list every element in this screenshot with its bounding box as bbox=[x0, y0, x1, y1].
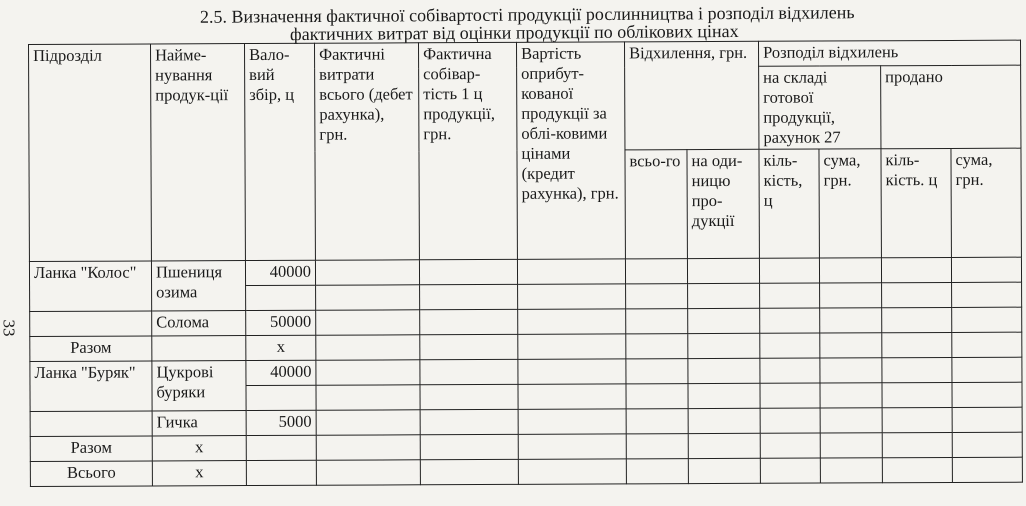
table-cell bbox=[952, 357, 1022, 382]
table-cell bbox=[316, 410, 420, 435]
table-cell bbox=[626, 284, 688, 309]
table-cell bbox=[420, 434, 518, 459]
table-cell bbox=[518, 434, 626, 459]
row-product: x bbox=[152, 436, 246, 461]
table-cell bbox=[518, 459, 626, 484]
table-cell bbox=[760, 308, 820, 333]
table-cell bbox=[517, 259, 625, 284]
header-dev-total: всьо-го bbox=[625, 150, 687, 259]
table-row bbox=[30, 457, 1022, 486]
table-cell bbox=[688, 283, 760, 308]
table-cell bbox=[246, 385, 316, 410]
table-cell bbox=[420, 384, 518, 409]
table-title-line-1: 2.5. Визначення фактичної собівартості продукції рослинництва і розподіл відхилень bbox=[199, 2, 855, 27]
table-cell bbox=[316, 460, 420, 485]
header-wh-sum: сума, грн. bbox=[819, 149, 881, 258]
header-subdivision: Підрозділ bbox=[29, 44, 152, 262]
row-yield: 50000 bbox=[246, 310, 316, 335]
table-cell bbox=[315, 260, 419, 285]
row-product: Гичка bbox=[152, 411, 246, 436]
table-cell bbox=[688, 433, 760, 458]
row-product: x bbox=[152, 461, 246, 486]
table-cell bbox=[626, 459, 688, 484]
table-cell bbox=[626, 434, 688, 459]
row-unit: Ланка "Колос" bbox=[29, 261, 151, 312]
table-cell bbox=[760, 283, 820, 308]
table-cell bbox=[688, 383, 760, 408]
header-sold: продано bbox=[881, 65, 1021, 149]
table-cell bbox=[316, 285, 420, 310]
table-cell bbox=[820, 358, 882, 383]
table-cell bbox=[882, 432, 952, 457]
table-cell bbox=[882, 457, 952, 482]
table-cell bbox=[420, 409, 518, 434]
row-unit: Разом bbox=[30, 436, 152, 462]
table-cell bbox=[882, 282, 952, 307]
table-cell bbox=[518, 409, 626, 434]
table-cell bbox=[316, 360, 420, 385]
table-cell bbox=[952, 407, 1022, 432]
row-product: Пшениця озима bbox=[151, 261, 245, 311]
table-cell bbox=[760, 333, 820, 358]
header-gross-yield: Вало-вий збір, ц bbox=[245, 43, 316, 260]
table-cell bbox=[952, 282, 1022, 307]
table-cell bbox=[518, 359, 626, 384]
table-cell bbox=[820, 433, 882, 458]
table-cell bbox=[420, 334, 518, 359]
table-cell bbox=[882, 357, 952, 382]
table-cell bbox=[951, 257, 1021, 282]
table-cell bbox=[760, 458, 820, 483]
table-cell bbox=[760, 358, 820, 383]
row-product: Солома bbox=[152, 311, 246, 336]
table-cell bbox=[882, 382, 952, 407]
table-title-line-2: фактичних витрат від оцінки продукції по облікових цінах bbox=[289, 20, 739, 45]
table-cell bbox=[626, 334, 688, 359]
header-sold-quantity: кіль-кість. ц bbox=[881, 148, 951, 257]
table-cell bbox=[952, 332, 1022, 357]
row-unit: Ланка "Буряк" bbox=[30, 361, 152, 412]
table-cell bbox=[760, 383, 820, 408]
table-cell bbox=[420, 309, 518, 334]
page-number: 33 bbox=[0, 319, 19, 337]
table-cell bbox=[882, 307, 952, 332]
table-cell bbox=[626, 359, 688, 384]
table-cell bbox=[419, 259, 517, 284]
table-cell bbox=[820, 458, 882, 483]
table-cell bbox=[316, 335, 420, 360]
row-yield bbox=[246, 435, 316, 460]
row-yield: 40000 bbox=[246, 360, 316, 385]
table-cell bbox=[626, 309, 688, 334]
header-in-warehouse: на складі готової продукції, рахунок 27 bbox=[759, 66, 881, 150]
table-cell bbox=[759, 258, 819, 283]
table-cell bbox=[820, 408, 882, 433]
table-cell bbox=[688, 408, 760, 433]
table-cell bbox=[819, 258, 881, 283]
header-dev-per-unit: на оди-ницю про-дукції bbox=[687, 149, 759, 258]
table-cell bbox=[820, 333, 882, 358]
header-deviations: Відхилення, грн. bbox=[624, 41, 758, 150]
cost-distribution-table bbox=[28, 40, 1023, 487]
table-cell bbox=[625, 259, 687, 284]
table-cell bbox=[316, 310, 420, 335]
table-cell bbox=[626, 409, 688, 434]
table-cell bbox=[688, 458, 760, 483]
table-cell bbox=[420, 284, 518, 309]
table-cell bbox=[626, 384, 688, 409]
table-cell bbox=[420, 359, 518, 384]
row-unit bbox=[30, 311, 152, 337]
table-cell bbox=[820, 308, 882, 333]
header-sold-sum: сума, грн. bbox=[951, 148, 1021, 257]
table-cell bbox=[246, 285, 316, 310]
table-cell bbox=[688, 308, 760, 333]
row-product bbox=[152, 336, 246, 361]
table-cell bbox=[518, 384, 626, 409]
table-cell bbox=[518, 309, 626, 334]
table-cell bbox=[518, 334, 626, 359]
row-product: Цукрові буряки bbox=[152, 361, 246, 411]
header-deviation-distribution: Розподіл відхилень bbox=[758, 40, 1020, 66]
table-cell bbox=[316, 435, 420, 460]
row-unit: Разом bbox=[30, 336, 152, 362]
table-cell bbox=[820, 283, 882, 308]
table-cell bbox=[688, 333, 760, 358]
row-yield: x bbox=[246, 335, 316, 360]
table-cell bbox=[687, 258, 759, 283]
row-yield bbox=[246, 460, 316, 485]
table-cell bbox=[420, 459, 518, 484]
row-unit bbox=[30, 411, 152, 437]
table-cell bbox=[952, 432, 1022, 457]
table-cell bbox=[518, 284, 626, 309]
table-cell bbox=[952, 382, 1022, 407]
table-cell bbox=[882, 407, 952, 432]
table-cell bbox=[882, 332, 952, 357]
table-cell bbox=[760, 433, 820, 458]
row-unit: Всього bbox=[30, 461, 152, 487]
table-cell bbox=[952, 457, 1022, 482]
header-capitalized-value: Вартість оприбут-кованої продукції за облі-ковими цінами (кредит рахунка), грн. bbox=[516, 42, 625, 259]
table-cell bbox=[760, 408, 820, 433]
header-actual-costs: Фактичні витрати всього (дебет рахунка), грн. bbox=[314, 43, 419, 260]
table-cell bbox=[316, 385, 420, 410]
header-product-name: Найме-нування продук-ції bbox=[151, 44, 246, 261]
table-cell bbox=[820, 383, 882, 408]
table-cell bbox=[688, 358, 760, 383]
header-actual-cost-per-unit: Фактична собівар-тість 1 ц продукції, грн. bbox=[418, 42, 517, 259]
row-yield: 40000 bbox=[245, 260, 315, 285]
header-wh-quantity: кіль-кість, ц bbox=[759, 149, 819, 258]
row-yield: 5000 bbox=[246, 410, 316, 435]
table-cell bbox=[881, 257, 951, 282]
table-cell bbox=[952, 307, 1022, 332]
